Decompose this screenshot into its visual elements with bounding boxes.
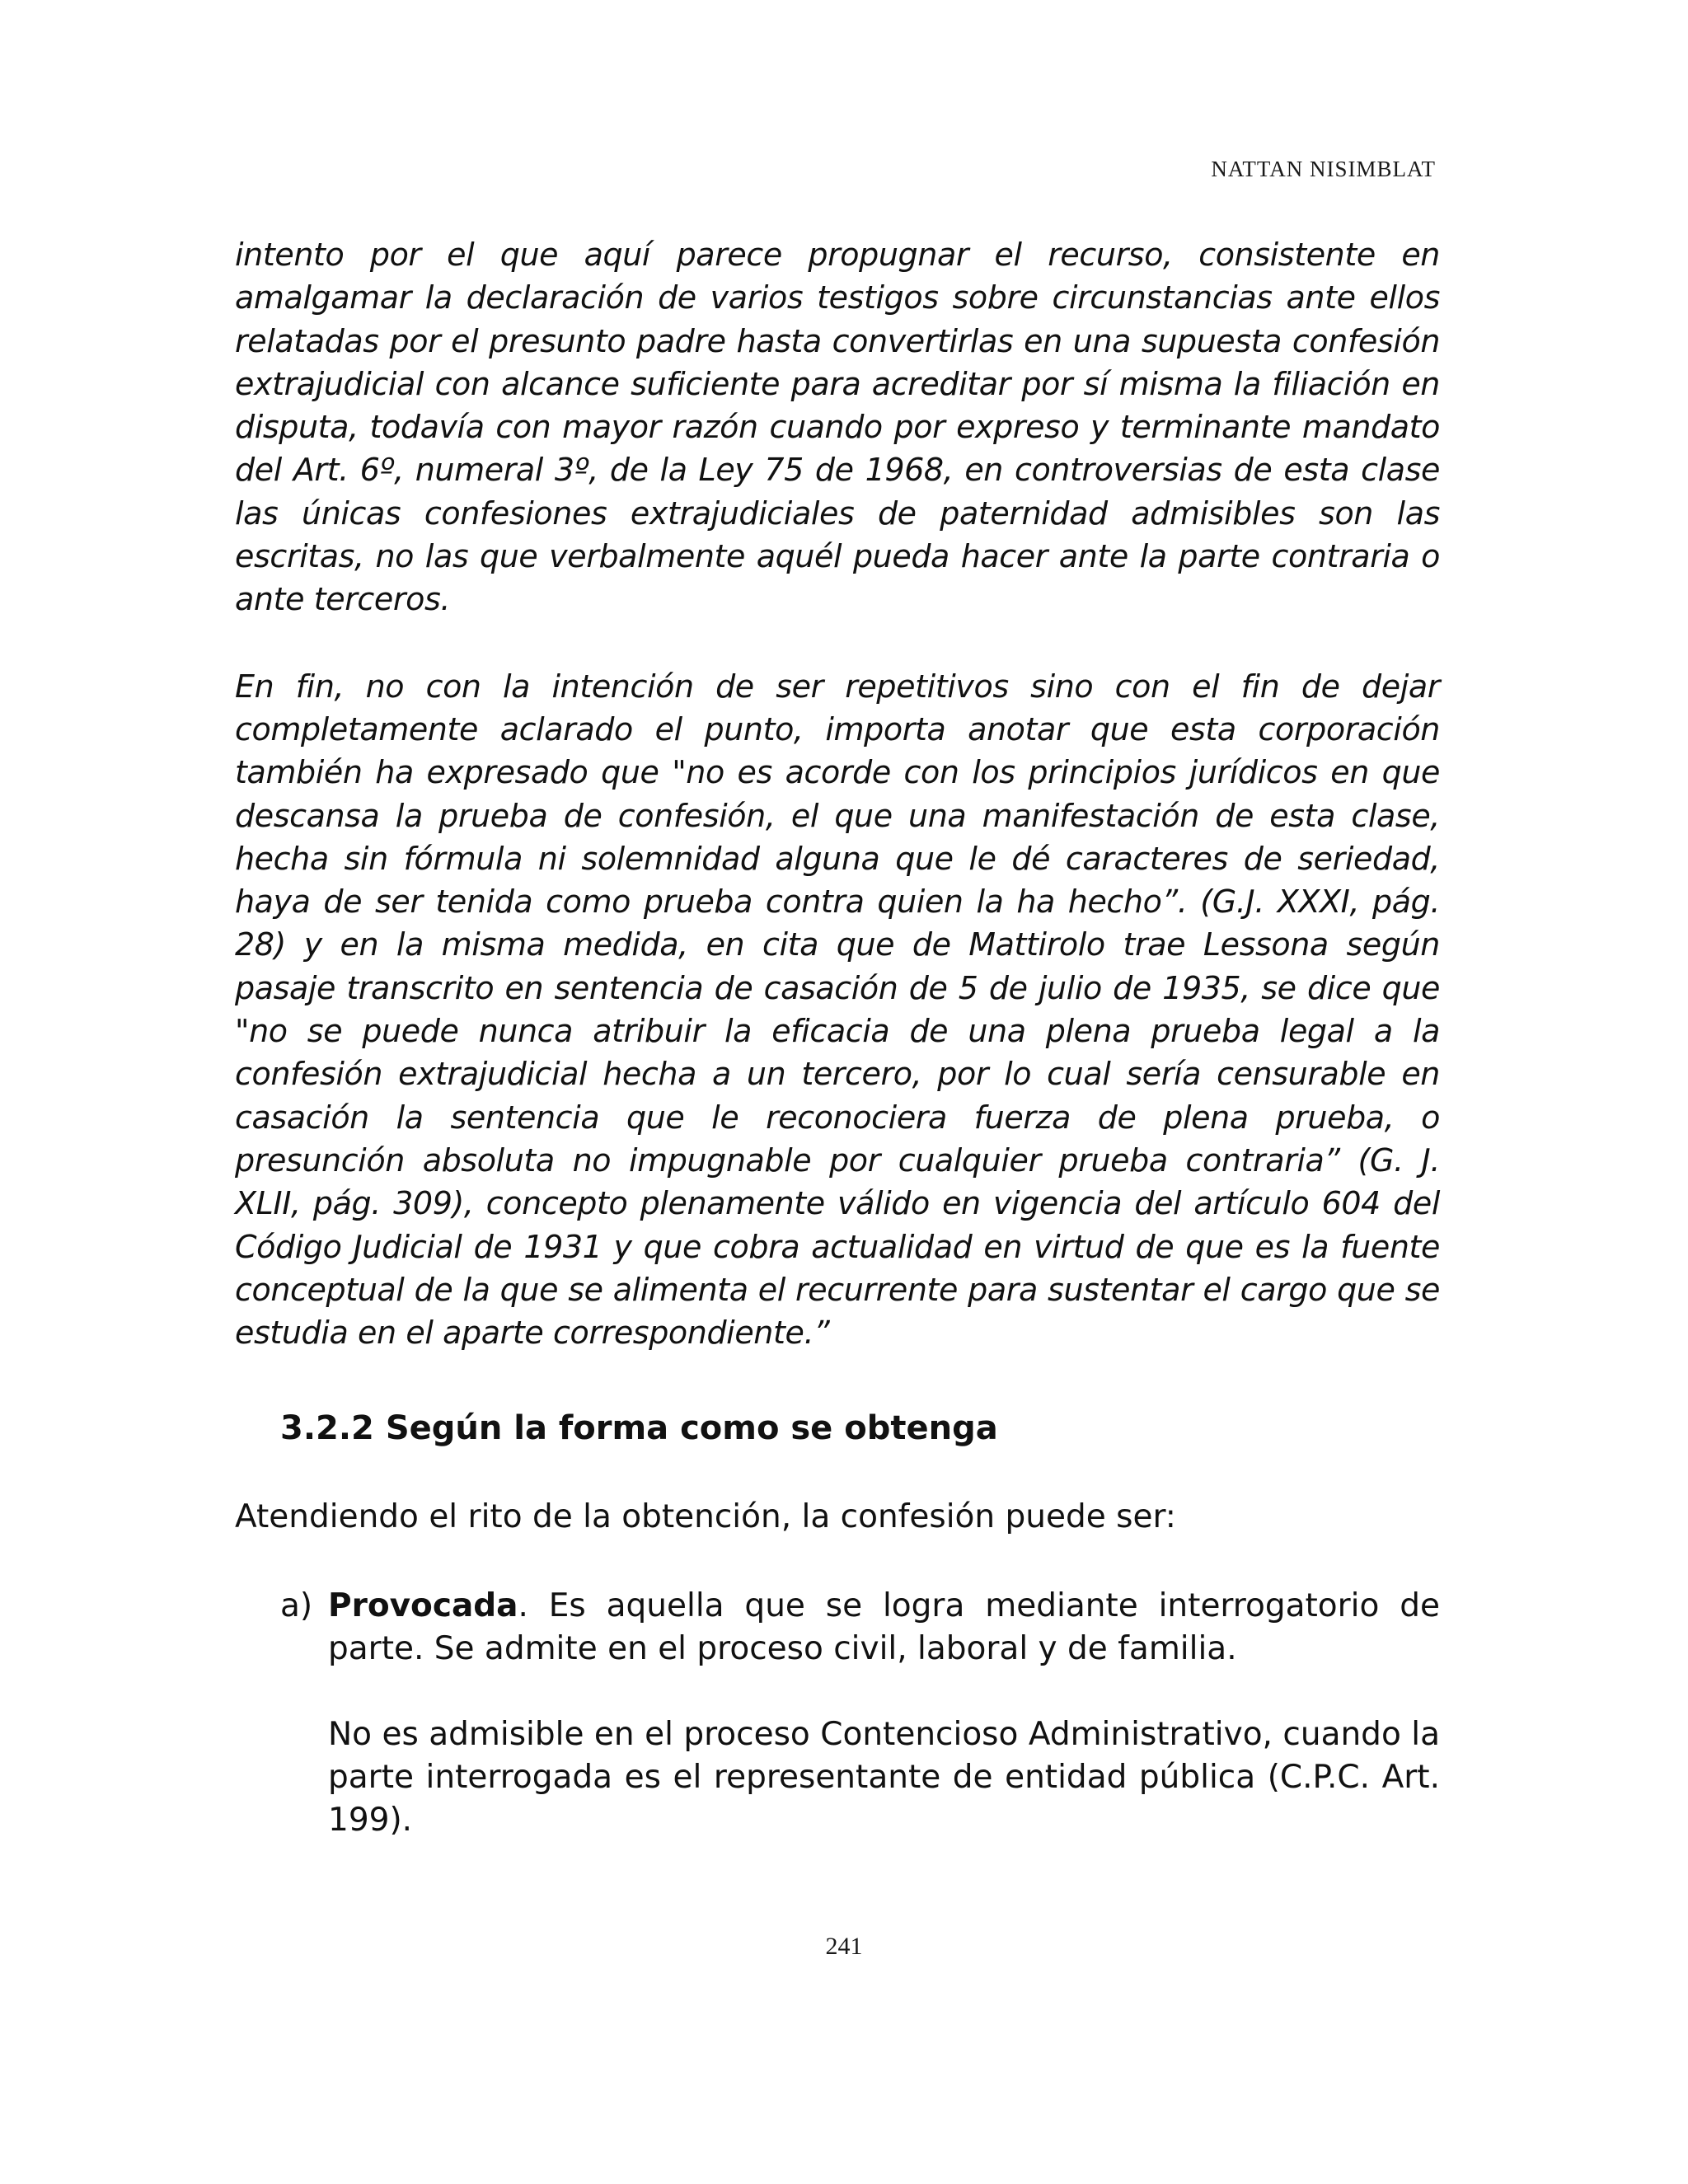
list-item (235, 1585, 1440, 1842)
list-marker: a) (280, 1587, 313, 1625)
running-header-author: NATTAN NISIMBLAT (1211, 157, 1436, 181)
list-item-text: . Es aquella que se logra mediante interrogatorio de parte. Se admite en el proceso civil, laboral y de familia. (328, 1587, 1440, 1668)
section-heading: 3.2.2 Según la forma como se obtenga (280, 1409, 998, 1448)
quote-paragraph: intento por el que aquí parece propugnar el recurso, consistente en amalgamar la declaración de varios testigos sobre circunstancias ante ellos relatadas por el presunto padre hasta convertirlas en una supuesta confesión extrajudicial con alcance suficiente para acreditar por sí misma la filiación en disputa, todavía con mayor razón cuando por expreso y terminante mandato del Art. 6º, numeral 3º, de la Ley 75 de 1968, en controversias de esta clase las únicas confesiones extrajudiciales de paternidad admisibles son las escritas, no las que verbalmente aquél pueda hacer ante la parte contraria o ante terceros. (235, 237, 1440, 618)
page-number: 241 (825, 1933, 863, 1960)
list-item-note: No es admisible en el proceso Contencioso Administrativo, cuando la parte interrogada es el representante de entidad pública (C.P.C. Art. 199). (328, 1716, 1440, 1840)
quote-paragraph: En fin, no con la intención de ser repetitivos sino con el fin de dejar completamente aclarado el punto, importa anotar que esta corporación también ha expresado que "no es acorde con los principios jurídicos en que descansa la prueba de confesión, el que una manifestación de esta clase, hecha sin fórmula ni solemnidad alguna que le dé caracteres de seriedad, haya de ser tenida como prueba contra quien la ha hecho”. (G.J. XXXI, pág. 28) y en la misma medida, en cita que de Mattirolo trae Lessona según pasaje transcrito en sentencia de casación de 5 de julio de 1935, se dice que "no se puede nunca atribuir la eficacia de una plena prueba legal a la confesión extrajudicial hecha a un tercero, por lo cual sería censurable en casación la sentencia que le reconociera fuerza de plena prueba, o presunción absoluta no impugnable por cualquier prueba contraria” (G. J. XLII, pág. 309), concepto plenamente válido en vigencia del artículo 604 del Código Judicial de 1931 y que cobra actualidad en virtud de que es la fuente conceptual de la que se alimenta el recurrente para sustentar el cargo que se estudia en el aparte correspondiente.” (235, 668, 1440, 1352)
section-intro: Atendiendo el rito de la obtención, la confesión puede ser: (235, 1498, 1176, 1536)
page-body (235, 233, 1440, 1842)
list-item-term: Provocada (328, 1587, 518, 1625)
list-item-definition (328, 1585, 1440, 1671)
